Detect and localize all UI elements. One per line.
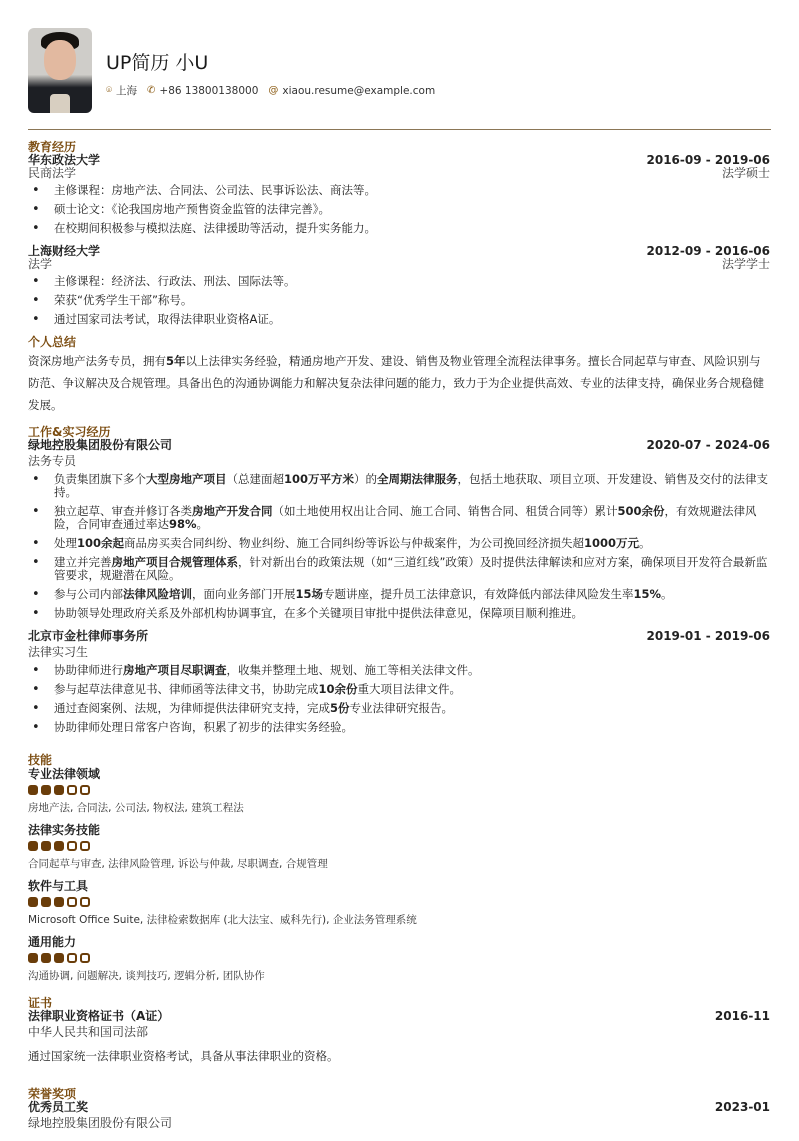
text-segment: 建立并完善 (54, 555, 112, 569)
bullet-item (28, 275, 770, 288)
filled-dot-icon (28, 841, 38, 851)
text-segment: 负责集团旗下多个 (54, 472, 146, 486)
empty-dot-icon (67, 953, 77, 963)
skill-level-rating (28, 841, 770, 851)
text-segment: 。 (661, 587, 673, 601)
text-segment: 资深房地产法务专员，拥有 (28, 354, 166, 368)
bold-text: 全周期法律服务 (377, 472, 458, 486)
awards-section (28, 1088, 770, 1131)
skill-name: 软件与工具 (28, 879, 89, 893)
bullet-item (28, 203, 770, 216)
bullet-item (28, 184, 770, 197)
text-segment: 独立起草、审查并修订各类 (54, 504, 192, 518)
degree: 法学硕士 (721, 166, 770, 180)
empty-dot-icon (67, 785, 77, 795)
text-segment: 通过查阅案例、法规，为律师提供法律研究支持，完成 (54, 701, 330, 715)
certificate-entry (28, 1010, 770, 1064)
text-segment: 重大项目法律文件。 (357, 682, 462, 696)
certificates-section (28, 997, 770, 1064)
skill-item (28, 823, 770, 871)
text-segment: ）的 (354, 472, 378, 486)
bold-text: 5年 (166, 354, 186, 368)
bullet-item (28, 607, 770, 620)
bullet-list (28, 275, 770, 326)
skill-name: 法律实务技能 (28, 823, 101, 837)
contact-info (106, 83, 435, 98)
bullet-item (28, 473, 770, 499)
filled-dot-icon (54, 785, 64, 795)
filled-dot-icon (54, 953, 64, 963)
certificates-heading: 证书 (28, 996, 53, 1010)
school-name: 华东政法大学 (28, 153, 101, 167)
bullet-item (28, 664, 770, 677)
text-segment: 协助领导处理政府关系及外部机构协调事宜，在多个关键项目审批中提供法律意见，保障项目顺利推进。 (54, 606, 583, 620)
skills-heading: 技能 (28, 753, 53, 767)
text-segment: ，面向业务部门开展 (192, 587, 296, 601)
resume-header (28, 28, 435, 113)
skill-item (28, 767, 770, 815)
date-range: 2012-09 - 2016-06 (646, 244, 770, 258)
text-segment: 在校期间积极参与模拟法庭、法律援助等活动，提升实务能力。 (54, 221, 376, 235)
filled-dot-icon (28, 897, 38, 907)
award-name: 优秀员工奖 (28, 1100, 89, 1114)
bold-text: 5份 (330, 701, 350, 715)
empty-dot-icon (80, 953, 90, 963)
header-divider (28, 129, 771, 130)
filled-dot-icon (41, 841, 51, 851)
work-experience-heading: 工作&实习经历 (28, 425, 111, 439)
skill-detail: 沟通协调, 问题解决, 谈判技巧, 逻辑分析, 团队协作 (28, 970, 265, 982)
work-experience-section (28, 426, 770, 734)
skill-detail: 合同起草与审查, 法律风险管理, 诉讼与仲裁, 尽职调查, 合规管理 (28, 858, 328, 870)
text-segment: 荣获“优秀学生干部”称号。 (54, 293, 193, 307)
bullet-item (28, 721, 770, 734)
entry-header (28, 245, 770, 258)
bold-text: 15% (633, 587, 662, 601)
bold-text: 法律风险培训 (123, 587, 192, 601)
filled-dot-icon (41, 785, 51, 795)
text-segment: 专业法律研究报告。 (349, 701, 454, 715)
major: 法学 (28, 257, 53, 271)
text-segment: 协助律师进行 (54, 663, 123, 677)
entry-header (28, 439, 770, 452)
certificate-name: 法律职业资格证书（A证） (28, 1009, 170, 1023)
phone-icon: ✆ (147, 85, 156, 96)
skill-name: 通用能力 (28, 935, 77, 949)
education-entry (28, 154, 770, 235)
bold-text: 大型房地产项目 (146, 472, 227, 486)
entry-subheader (28, 167, 770, 180)
entry-header (28, 1101, 770, 1114)
bullet-list (28, 473, 770, 620)
profile-photo (28, 28, 92, 113)
skills-section (28, 754, 770, 983)
entry-header (28, 1010, 770, 1023)
text-segment: 通过国家司法考试，取得法律职业资格A证。 (54, 312, 281, 326)
skill-item (28, 935, 770, 983)
skill-detail: Microsoft Office Suite, 法律检索数据库 (北大法宝、威科先行), 企业法务管理系统 (28, 914, 417, 926)
entry-subheader (28, 258, 770, 271)
bold-text: 10余份 (318, 682, 358, 696)
text-segment: （总建面超 (226, 472, 284, 486)
bold-text: 房地产开发合同 (192, 504, 273, 518)
empty-dot-icon (80, 785, 90, 795)
filled-dot-icon (54, 897, 64, 907)
text-segment: ，包括土地获取、项目立项、开发建设、销售及交付的法律支持。 (54, 472, 769, 499)
filled-dot-icon (41, 897, 51, 907)
text-segment: ，有效规避法律风险，合同审查通过率达 (54, 504, 757, 531)
skill-name: 专业法律领域 (28, 767, 101, 781)
text-segment: 硕士论文：《论我国房地产预售资金监管的法律完善》。 (54, 202, 330, 216)
bullet-item (28, 588, 770, 601)
bullet-list (28, 664, 770, 734)
text-segment: 专题讲座，提升员工法律意识，有效降低内部法律风险发生率 (323, 587, 634, 601)
text-segment: 主修课程：经济法、行政法、刑法、国际法等。 (54, 274, 296, 288)
text-segment: 协助律师处理日常客户咨询，积累了初步的法律实务经验。 (54, 720, 353, 734)
date-range: 2019-01 - 2019-06 (646, 629, 770, 643)
bullet-item (28, 313, 770, 326)
major: 民商法学 (28, 166, 77, 180)
job-role: 法律实习生 (28, 645, 89, 659)
company-name: 绿地控股集团股份有限公司 (28, 438, 173, 452)
location: 上海 (116, 85, 137, 97)
text-segment: 处理 (54, 536, 77, 550)
filled-dot-icon (41, 953, 51, 963)
entry-header (28, 154, 770, 167)
company-name: 北京市金杜律师事务所 (28, 629, 149, 643)
bold-text: 房地产项目合规管理体系 (111, 555, 238, 569)
text-segment: 以上法律实务经验，精通房地产开发、建设、销售及物业管理全流程法律事务。擅长合同起草与审查、风险识别与防范、争议解决及合规管理。具备出色的沟通协调能力和解决复杂法律问题的能力，致力于为企业提供高效、专业的法律支持，确保业务合规稳健发展。 (28, 354, 764, 412)
text-segment: 。 (196, 517, 209, 531)
awards-heading: 荣誉奖项 (28, 1087, 77, 1101)
work-entry (28, 630, 770, 734)
bold-text: 15场 (295, 587, 324, 601)
bold-text: 100余起 (77, 536, 125, 550)
skill-detail: 房地产法, 合同法, 公司法, 物权法, 建筑工程法 (28, 802, 244, 814)
certificate-description: 通过国家统一法律职业资格考试，具备从事法律职业的资格。 (28, 1049, 339, 1063)
email-icon: @ (268, 85, 279, 96)
text-segment: ，收集并整理土地、规划、施工等相关法律文件。 (226, 663, 480, 677)
bullet-item (28, 537, 770, 550)
text-segment: （如土地使用权出让合同、施工合同、销售合同、租赁合同等）累计 (272, 504, 618, 518)
location-pin-icon: ⌾ (106, 85, 112, 96)
skill-level-rating (28, 953, 770, 963)
text-segment: 商品房买卖合同纠纷、物业纠纷、施工合同纠纷等诉讼与仲裁案件，为公司挽回经济损失超 (124, 536, 585, 550)
bullet-item (28, 683, 770, 696)
date-range: 2020-07 - 2024-06 (646, 438, 770, 452)
issuer: 中华人民共和国司法部 (28, 1025, 149, 1039)
skill-level-rating (28, 785, 770, 795)
award-entry (28, 1101, 770, 1131)
text-segment: 主修课程：房地产法、合同法、公司法、民事诉讼法、商法等。 (54, 183, 376, 197)
bullet-item (28, 294, 770, 307)
education-section (28, 141, 770, 326)
bullet-list (28, 184, 770, 235)
candidate-name: UP简历 小U (106, 52, 209, 74)
bold-text: 100万平方米 (284, 472, 355, 486)
empty-dot-icon (80, 897, 90, 907)
empty-dot-icon (67, 841, 77, 851)
bullet-item (28, 505, 770, 531)
summary-section (28, 336, 770, 416)
bold-text: 500余份 (617, 504, 665, 518)
skill-item (28, 879, 770, 927)
text-segment: 。 (639, 536, 651, 550)
bold-text: 房地产项目尽职调查 (123, 663, 227, 677)
phone: +86 13800138000 (159, 84, 259, 97)
text-segment: 参与公司内部 (54, 587, 123, 601)
summary-heading: 个人总结 (28, 335, 77, 349)
filled-dot-icon (28, 785, 38, 795)
bullet-item (28, 222, 770, 235)
bold-text: 1000万元 (584, 536, 640, 550)
work-entry (28, 439, 770, 620)
skill-level-rating (28, 897, 770, 907)
filled-dot-icon (28, 953, 38, 963)
resume-body (28, 141, 770, 1141)
certificate-date: 2016-11 (714, 1009, 770, 1023)
issuer: 绿地控股集团股份有限公司 (28, 1116, 173, 1130)
degree: 法学学士 (721, 257, 770, 271)
bullet-item (28, 556, 770, 582)
bold-text: 98% (169, 517, 197, 531)
empty-dot-icon (67, 897, 77, 907)
education-entry (28, 245, 770, 326)
job-role: 法务专员 (28, 454, 77, 468)
email[interactable]: xiaou.resume@example.com (282, 84, 436, 97)
award-date: 2023-01 (714, 1100, 770, 1114)
text-segment: ，针对新出台的政策法规（如“三道红线”政策）及时提供法律解读和应对方案，确保项目开发符合最新监管要求，规避潜在风险。 (54, 555, 768, 582)
education-heading: 教育经历 (28, 140, 77, 154)
filled-dot-icon (54, 841, 64, 851)
empty-dot-icon (80, 841, 90, 851)
date-range: 2016-09 - 2019-06 (646, 153, 770, 167)
entry-header (28, 630, 770, 643)
school-name: 上海财经大学 (28, 244, 101, 258)
text-segment: 参与起草法律意见书、律师函等法律文书，协助完成 (54, 682, 319, 696)
summary-text (28, 350, 770, 416)
bullet-item (28, 702, 770, 715)
